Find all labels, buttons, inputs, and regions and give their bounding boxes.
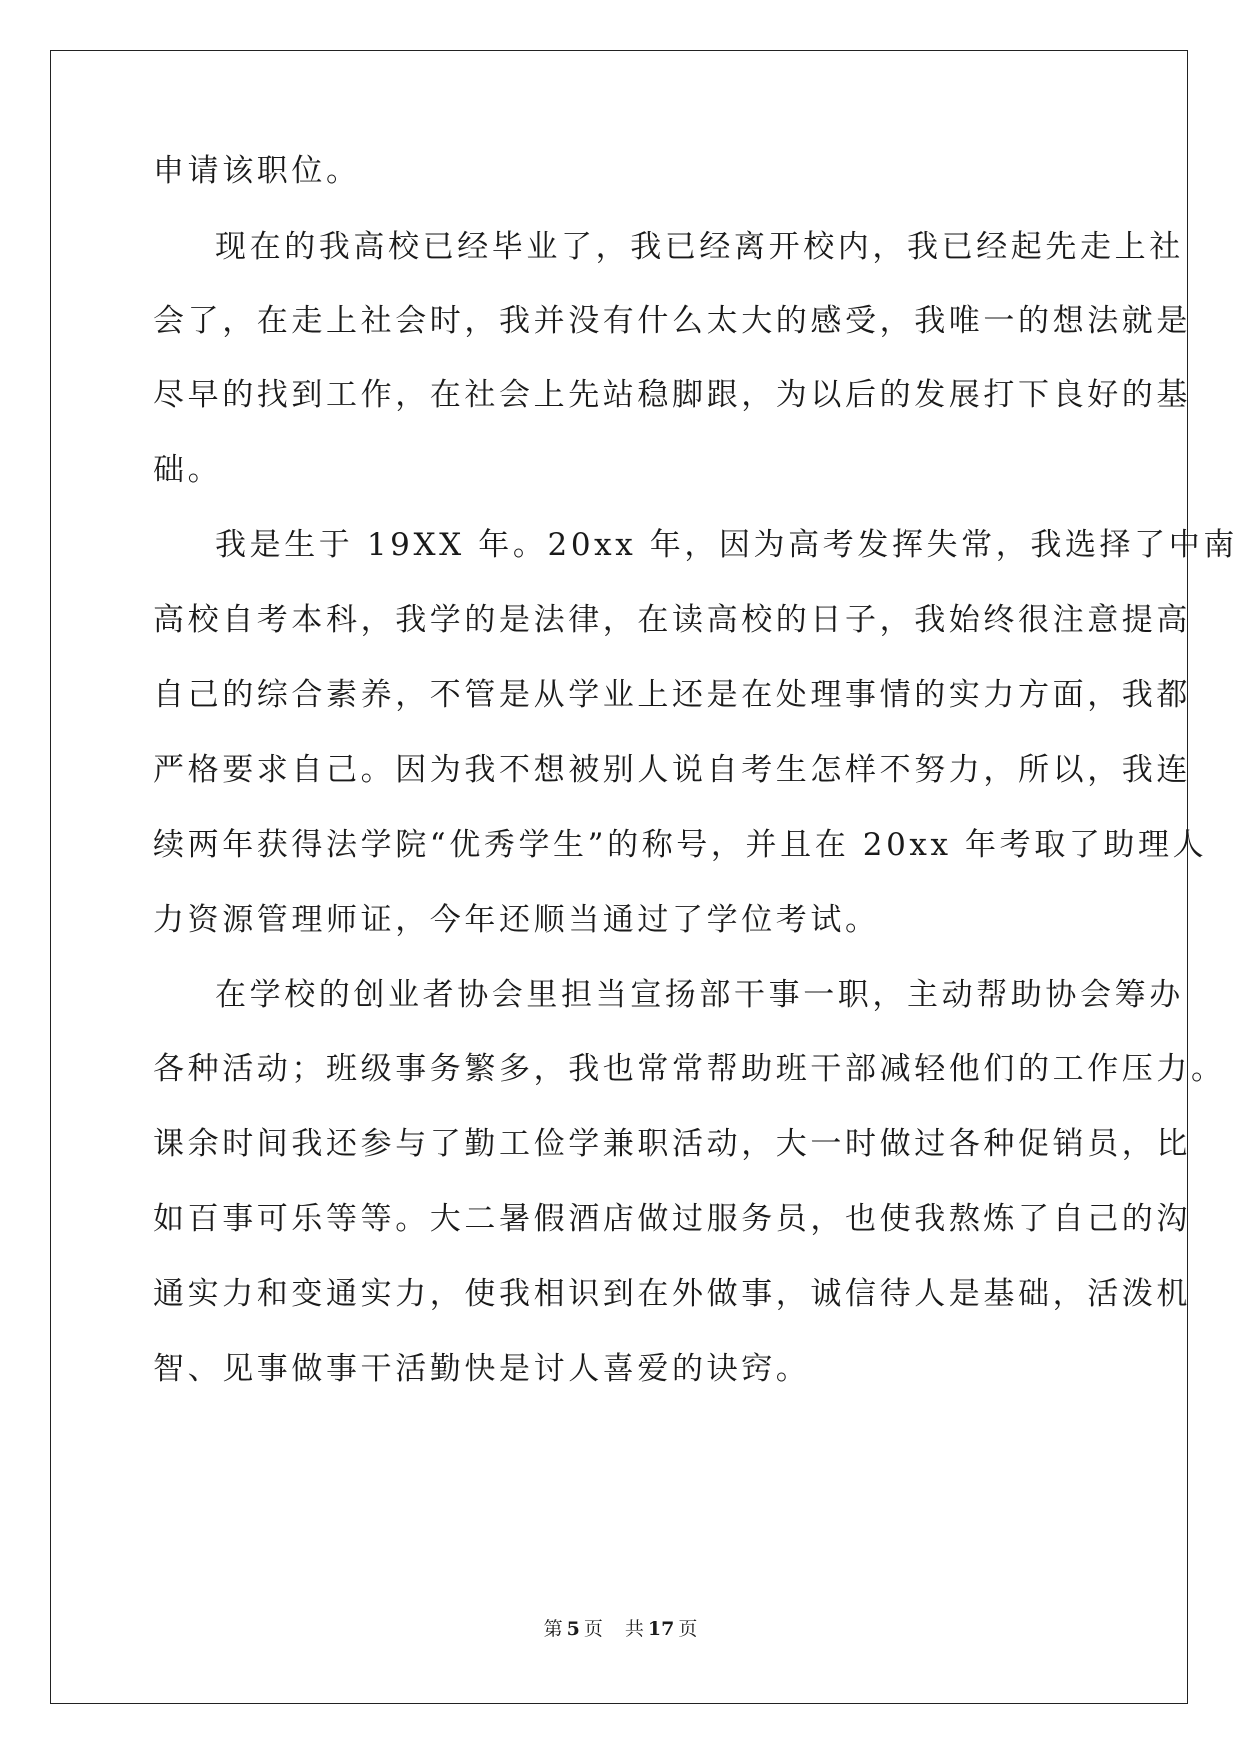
footer-prefix: 第 [543, 1618, 563, 1640]
text-line: 如百事可乐等等。大二暑假酒店做过服务员，也使我熬炼了自己的沟 [153, 1201, 1191, 1237]
text-line: 础。 [153, 452, 223, 488]
text-line: 自己的综合素养，不管是从学业上还是在处理事情的实力方面，我都 [153, 677, 1191, 713]
footer-page-suffix: 页 [583, 1618, 603, 1640]
paragraph-first-line: 在学校的创业者协会里担当宣扬部干事一职，主动帮助协会筹办 [215, 977, 1184, 1013]
text-line: 严格要求自己。因为我不想被别人说自考生怎样不努力，所以，我连 [153, 752, 1191, 788]
paragraph-first-line: 现在的我高校已经毕业了，我已经离开校内，我已经起先走上社 [215, 229, 1184, 265]
text-line: 智、见事做事干活勤快是讨人喜爱的诀窍。 [153, 1351, 811, 1387]
footer-total-suffix: 页 [678, 1618, 698, 1640]
total-pages: 17 [647, 1618, 675, 1640]
text-line: 课余时间我还参与了勤工俭学兼职活动，大一时做过各种促销员，比 [153, 1126, 1191, 1162]
footer-total-prefix: 共 [624, 1618, 644, 1640]
text-line: 申请该职位。 [153, 153, 361, 189]
text-line: 各种活动；班级事务繁多，我也常常帮助班干部减轻他们的工作压力。 [153, 1051, 1226, 1087]
text-line: 通实力和变通实力，使我相识到在外做事，诚信待人是基础，活泼机 [153, 1276, 1191, 1312]
text-line: 力资源管理师证，今年还顺当通过了学位考试。 [153, 902, 880, 938]
text-line: 高校自考本科，我学的是法律，在读高校的日子，我始终很注意提高 [153, 602, 1191, 638]
text-line: 尽早的找到工作，在社会上先站稳脚跟，为以后的发展打下良好的基 [153, 377, 1191, 413]
paragraph-first-line: 我是生于 19XX 年。20xx 年，因为高考发挥失常，我选择了中南 [215, 527, 1238, 563]
page-border [50, 50, 1188, 1704]
page-number: 5 [566, 1618, 580, 1640]
page-footer [0, 1620, 1241, 1639]
text-line: 续两年获得法学院“优秀学生”的称号，并且在 20xx 年考取了助理人 [153, 827, 1208, 863]
text-line: 会了，在走上社会时，我并没有什么太大的感受，我唯一的想法就是 [153, 303, 1191, 339]
